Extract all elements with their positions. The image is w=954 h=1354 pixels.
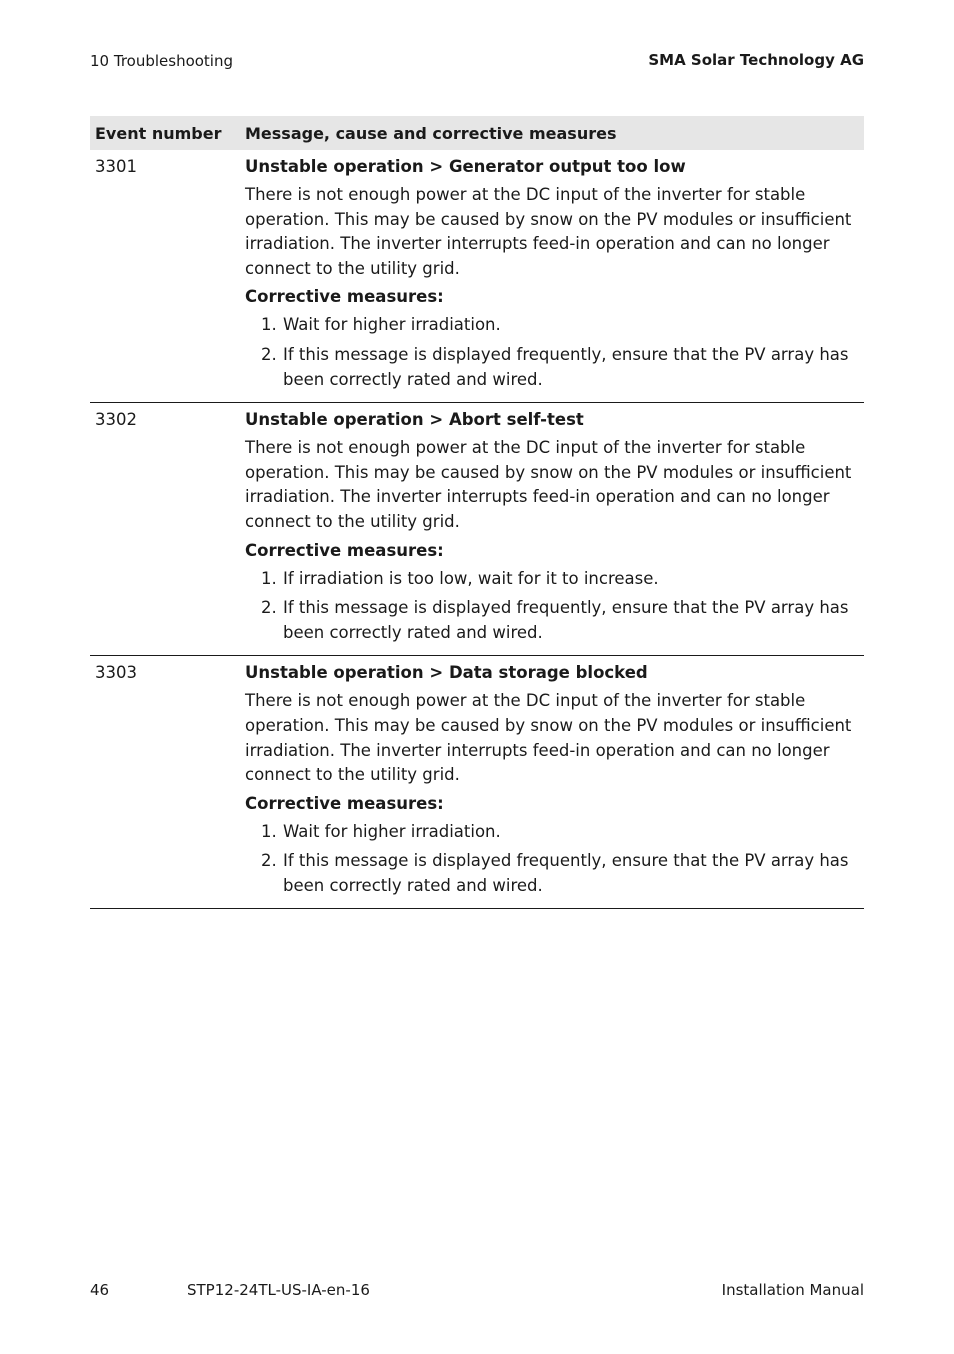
list-item: [245, 849, 856, 898]
step-number: 1.: [261, 821, 277, 841]
step-number: 1.: [261, 315, 277, 335]
step-number: 2.: [261, 851, 277, 871]
message-cell: [245, 661, 864, 903]
message-cell: [245, 408, 864, 650]
message-description: There is not enough power at the DC input of the inverter for stable operation. This may be caused by snow on the PV modules or insufficient irradiation. The inverter interrupts feed-in operation and can no longer connect to the utility grid.: [245, 691, 852, 785]
message-cell: [245, 155, 864, 397]
step-text: If irradiation is too low, wait for it to increase.: [283, 568, 659, 588]
message-title: Unstable operation > Abort self-test: [245, 410, 584, 430]
message-description: There is not enough power at the DC input of the inverter for stable operation. This may be caused by snow on the PV modules or insufficient irradiation. The inverter interrupts feed-in operation and can no longer connect to the utility grid.: [245, 185, 852, 278]
list-item: [245, 343, 856, 392]
page-number: 46: [90, 1281, 110, 1299]
steps-list: [245, 313, 856, 392]
corrective-measures-label: Corrective measures:: [245, 793, 444, 813]
step-text: Wait for higher irradiation.: [283, 315, 501, 335]
list-item: [245, 596, 856, 645]
table-row: [90, 403, 864, 656]
column-header-message: Message, cause and corrective measures: [245, 123, 617, 143]
steps-list: [245, 820, 856, 899]
corrective-measures-label: Corrective measures:: [245, 540, 444, 560]
step-text: If this message is displayed frequently, ensure that the PV array has been correctly rated and wired.: [283, 344, 849, 389]
company-name: SMA Solar Technology AG: [648, 51, 864, 69]
document-code: STP12-24TL-US-IA-en-16: [187, 1281, 370, 1299]
list-item: [245, 820, 856, 845]
steps-list: [245, 567, 856, 646]
step-text: If this message is displayed frequently, ensure that the PV array has been correctly rated and wired.: [283, 598, 849, 642]
step-text: Wait for higher irradiation.: [283, 821, 501, 841]
document-type: Installation Manual: [721, 1281, 864, 1299]
message-title: Unstable operation > Generator output too low: [245, 157, 686, 176]
step-text: If this message is displayed frequently, ensure that the PV array has been correctly rated and wired.: [283, 851, 849, 895]
step-number: 1.: [261, 568, 277, 588]
event-number: 3302: [95, 410, 137, 430]
table-row: [90, 150, 864, 403]
list-item: [245, 313, 856, 338]
message-description: There is not enough power at the DC input of the inverter for stable operation. This may be caused by snow on the PV modules or insufficient irradiation. The inverter interrupts feed-in operation and can no longer connect to the utility grid.: [245, 438, 852, 531]
table-header: [90, 116, 864, 150]
table-row: [90, 656, 864, 909]
event-number: 3301: [95, 157, 137, 176]
list-item: [245, 567, 856, 592]
step-number: 2.: [261, 598, 277, 618]
corrective-measures-label: Corrective measures:: [245, 287, 444, 307]
step-number: 2.: [261, 344, 277, 364]
event-number: 3303: [95, 663, 137, 683]
event-table: [90, 116, 864, 909]
section-header: 10 Troubleshooting: [90, 52, 234, 70]
column-header-event-number: Event number: [95, 123, 222, 143]
message-title: Unstable operation > Data storage blocked: [245, 663, 648, 683]
